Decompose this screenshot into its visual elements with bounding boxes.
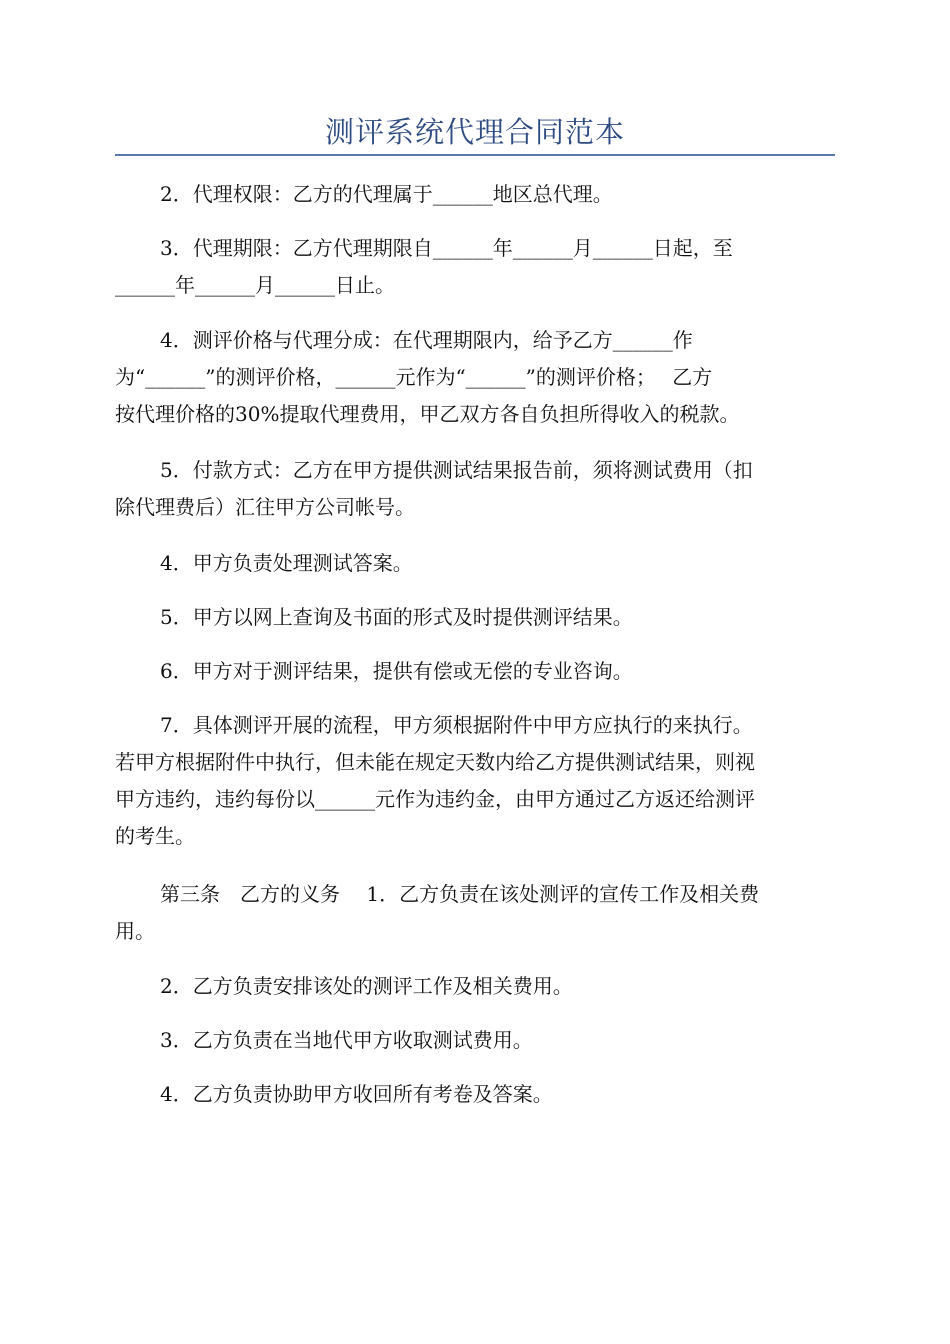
document-title: 测评系统代理合同范本	[324, 115, 625, 149]
text-line: 为“______”的测评价格，______元作为“______”的测评价格； 乙方	[115, 365, 713, 389]
paragraph-party-b-papers	[115, 1076, 835, 1113]
text-line: 4．测评价格与代理分成：在代理期限内，给予乙方______作	[160, 328, 693, 352]
text-line: 5．付款方式：乙方在甲方提供测试结果报告前，须将测试费用（扣	[160, 458, 753, 482]
text-line: 的考生。	[115, 824, 195, 848]
paragraph-agency-term	[115, 230, 835, 304]
paragraph-party-a-answers	[115, 545, 835, 582]
text-line: 7．具体测评开展的流程，甲方须根据附件中甲方应执行的来执行。	[160, 713, 753, 737]
paragraph-party-a-results	[115, 599, 835, 636]
text-line: 4．乙方负责协助甲方收回所有考卷及答案。	[160, 1082, 553, 1106]
text-line: 2．乙方负责安排该处的测评工作及相关费用。	[160, 974, 573, 998]
title-underline	[115, 154, 835, 156]
text-line: 6．甲方对于测评结果，提供有偿或无偿的专业咨询。	[160, 659, 633, 683]
text-line: 3．乙方负责在当地代甲方收取测试费用。	[160, 1028, 533, 1052]
paragraph-testing-process	[115, 707, 835, 855]
text-line: 甲方违约，违约每份以______元作为违约金，由甲方通过乙方返还给测评	[115, 787, 755, 811]
paragraph-agency-scope	[115, 176, 835, 213]
paragraph-pricing-commission	[115, 322, 835, 433]
paragraph-party-b-arrangement	[115, 968, 835, 1005]
text-line: ______年______月______日止。	[115, 273, 395, 297]
text-line: 按代理价格的30%提取代理费用，甲乙双方各自负担所得收入的税款。	[115, 402, 740, 426]
text-line: 第三条 乙方的义务 1．乙方负责在该处测评的宣传工作及相关费	[160, 882, 760, 906]
paragraph-article-three	[115, 876, 835, 950]
text-line: 3．代理期限：乙方代理期限自______年______月______日起，至	[160, 236, 733, 260]
text-line: 4．甲方负责处理测试答案。	[160, 551, 413, 575]
paragraph-party-a-consulting	[115, 653, 835, 690]
text-line: 用。	[115, 919, 155, 943]
paragraph-party-b-collection	[115, 1022, 835, 1059]
text-line: 若甲方根据附件中执行，但未能在规定天数内给乙方提供测试结果，则视	[115, 750, 755, 774]
text-line: 5．甲方以网上查询及书面的形式及时提供测评结果。	[160, 605, 633, 629]
text-line: 除代理费后）汇往甲方公司帐号。	[115, 495, 415, 519]
text-line: 2．代理权限：乙方的代理属于______地区总代理。	[160, 182, 613, 206]
paragraph-payment-method	[115, 452, 835, 526]
